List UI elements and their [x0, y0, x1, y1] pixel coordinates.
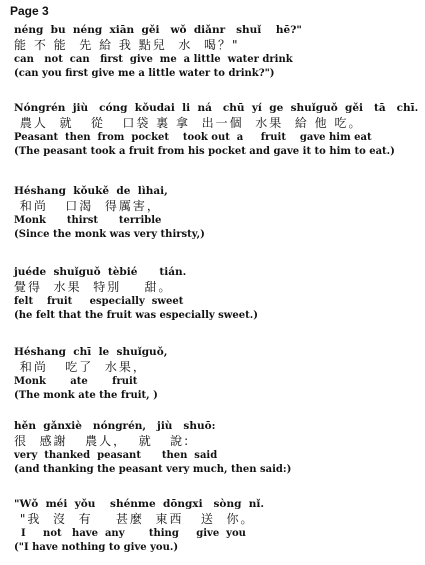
pinyin-line: hěn gǎnxiè nóngrén, jiù shuō: — [14, 420, 216, 432]
pinyin-line: Héshang kǒukě de lìhai, — [14, 185, 168, 197]
chinese-line: "我 沒 有 甚麼 東西 送 你。 — [14, 512, 255, 526]
gloss-line: felt fruit especially sweet — [14, 296, 184, 307]
chinese-line: 很 感謝 農人， 就 說: — [14, 434, 191, 448]
chinese-line: 和尚 吃了 水果， — [14, 360, 147, 374]
pinyin-line: Nóngrén jiù cóng kǒudai li ná chū yí ge shuǐguǒ gěi tā chī. — [14, 102, 419, 114]
pinyin-line: néng bu néng xiān gěi wǒ diǎnr shuǐ hē?" — [14, 24, 302, 36]
text-block-5 — [14, 344, 419, 403]
translation-line: (Since the monk was very thirsty,) — [14, 229, 205, 240]
translation-line: (he felt that the fruit was especially sweet.) — [14, 310, 258, 321]
text-block-4 — [14, 264, 419, 323]
pinyin-line: "Wǒ méi yǒu shénme dōngxi sòng nǐ. — [14, 498, 265, 510]
gloss-line: Peasant then from pocket took out a fruit gave him eat — [14, 132, 372, 143]
gloss-line: very thanked peasant then said — [14, 450, 218, 461]
translation-line: ("I have nothing to give you.) — [14, 542, 179, 553]
gloss-line: I not have any thing give you — [14, 528, 246, 539]
chinese-line: 農人 就 從 口袋 裏 拿 出一個 水果 給 他 吃。 — [14, 116, 363, 130]
pinyin-line: juéde shuǐguǒ tèbié tián. — [14, 266, 187, 278]
text-block-3 — [14, 183, 419, 242]
text-block-6 — [14, 418, 419, 477]
gloss-line: Monk thirst terrible — [14, 215, 162, 226]
chinese-line: 能 不 能 先 給 我 點兒 水 喝？" — [14, 38, 240, 52]
text-block-2 — [14, 100, 419, 159]
page-label: Page 3 — [10, 4, 49, 18]
chinese-line: 和尚 口渴 得厲害， — [14, 199, 161, 213]
text-block-1 — [14, 22, 419, 81]
translation-line: (and thanking the peasant very much, then said:) — [14, 464, 292, 475]
gloss-line: Monk ate fruit — [14, 376, 138, 387]
translation-line: (The monk ate the fruit, ) — [14, 390, 158, 401]
gloss-line: can not can first give me a little water drink — [14, 54, 293, 65]
text-block-7 — [14, 496, 419, 555]
pinyin-line: Héshang chī le shuǐguǒ, — [14, 346, 168, 358]
translation-line: (can you first give me a little water to drink?") — [14, 68, 275, 79]
translation-line: (The peasant took a fruit from his pocket and gave it to him to eat.) — [14, 146, 395, 157]
chinese-line: 覺得 水果 特別 甜。 — [14, 280, 173, 294]
